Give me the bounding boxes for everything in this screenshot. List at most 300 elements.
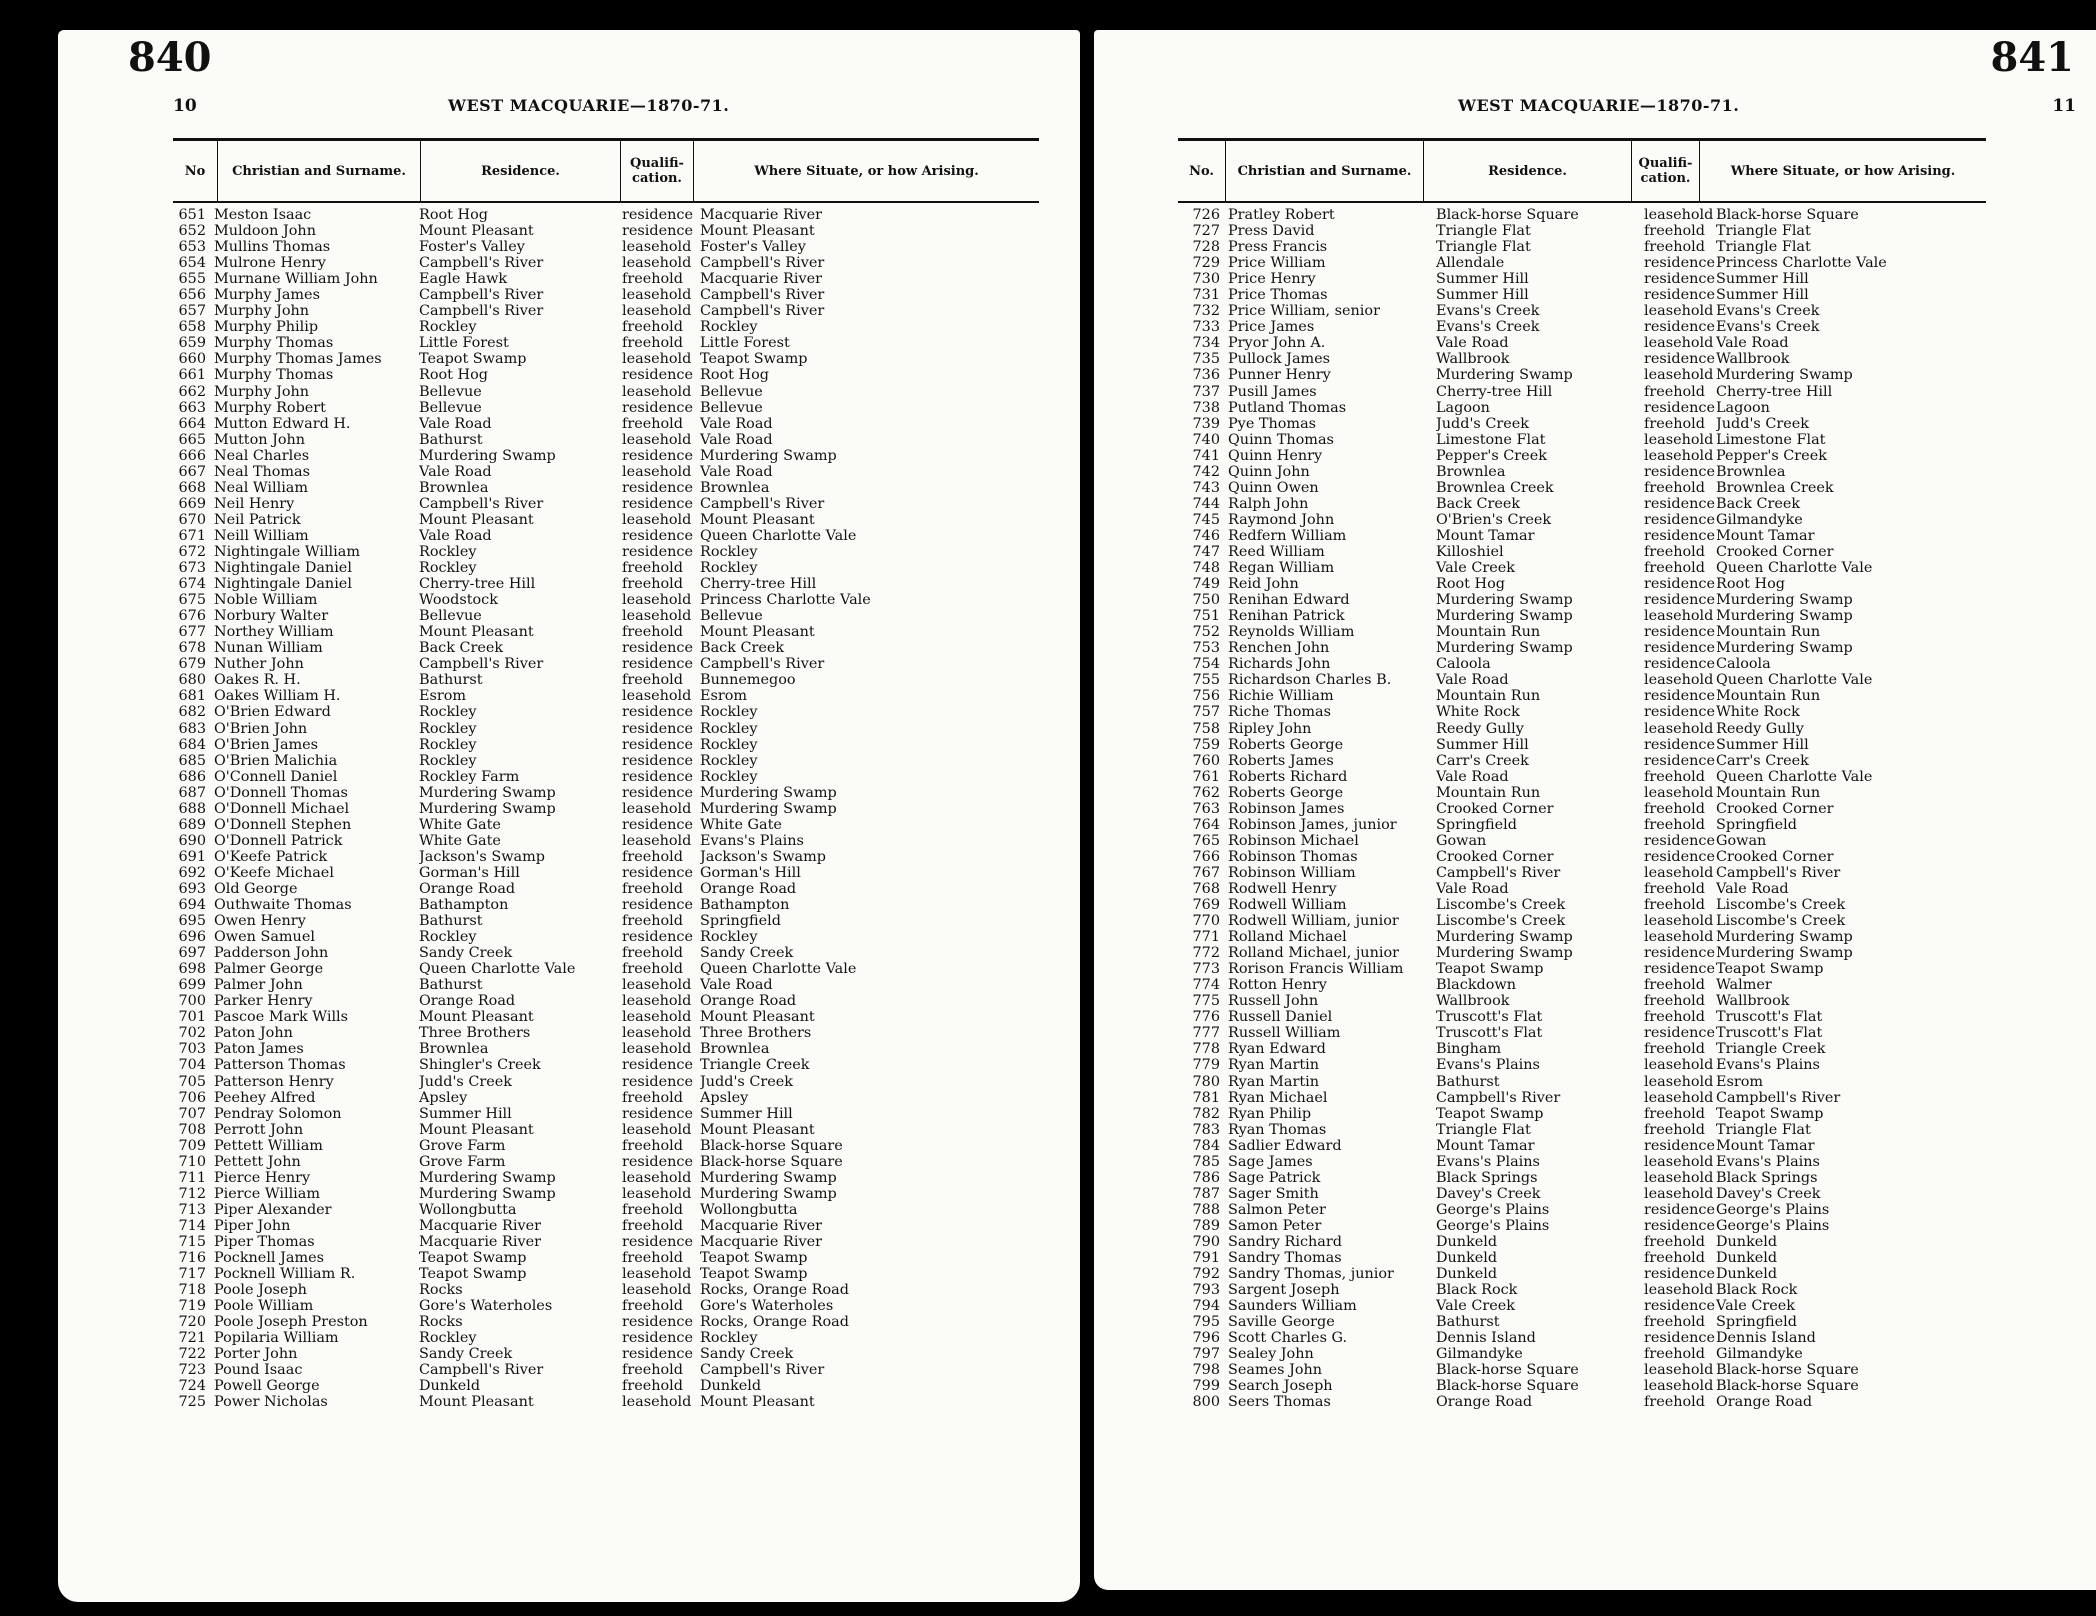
voter-name: Pocknell William R. bbox=[214, 1266, 356, 1283]
voter-where-situate: Murdering Swamp bbox=[1716, 608, 1853, 625]
voter-where-situate: Carr's Creek bbox=[1716, 752, 1809, 769]
voter-name: Nightingale Daniel bbox=[214, 560, 352, 577]
table-row bbox=[1178, 1362, 1966, 1378]
voter-qualification: freehold bbox=[1644, 800, 1705, 817]
voter-residence: Mountain Run bbox=[1436, 688, 1541, 705]
voter-qualification: leasehold bbox=[622, 1185, 692, 1202]
voter-residence: Carr's Creek bbox=[1436, 752, 1529, 769]
table-row bbox=[1178, 833, 1966, 849]
voter-number: 658 bbox=[178, 319, 206, 336]
voter-name: Saville George bbox=[1228, 1314, 1335, 1331]
table-row bbox=[1178, 1250, 1966, 1266]
table-row bbox=[168, 1202, 1000, 1218]
voter-number: 756 bbox=[1192, 688, 1220, 705]
voter-name: Russell Daniel bbox=[1228, 1009, 1333, 1026]
voter-qualification: leasehold bbox=[1644, 1362, 1714, 1379]
voter-where-situate: Rockley bbox=[700, 768, 758, 785]
voter-name: Pye Thomas bbox=[1228, 415, 1317, 432]
voter-number: 696 bbox=[178, 929, 206, 946]
voter-qualification: freehold bbox=[622, 1250, 683, 1267]
voter-residence: Triangle Flat bbox=[1436, 1121, 1531, 1138]
voter-where-situate: Rockley bbox=[700, 1330, 758, 1347]
voter-qualification: residence bbox=[622, 736, 693, 753]
voter-where-situate: Springfield bbox=[1716, 816, 1797, 833]
voter-qualification: leasehold bbox=[1644, 720, 1714, 737]
voter-where-situate: Judd's Creek bbox=[1716, 415, 1810, 432]
voter-name: Nuther John bbox=[214, 656, 304, 673]
voter-where-situate: Black Rock bbox=[1716, 1282, 1798, 1299]
voter-residence: Triangle Flat bbox=[1436, 239, 1531, 256]
voter-number: 797 bbox=[1192, 1346, 1220, 1363]
voter-where-situate: Teapot Swamp bbox=[700, 1266, 808, 1283]
voter-name: Pettett William bbox=[214, 1137, 323, 1154]
voter-number: 731 bbox=[1192, 287, 1220, 304]
table-row bbox=[168, 528, 1000, 544]
voter-number: 720 bbox=[178, 1314, 206, 1331]
voter-qualification: leasehold bbox=[1644, 608, 1714, 625]
voter-qualification: freehold bbox=[1644, 768, 1705, 785]
voter-where-situate: Evans's Plains bbox=[700, 832, 804, 849]
voter-name: Palmer John bbox=[214, 977, 303, 994]
voter-number: 722 bbox=[178, 1346, 206, 1363]
voter-qualification: freehold bbox=[622, 961, 683, 978]
voter-residence: Crooked Corner bbox=[1436, 848, 1554, 865]
voter-qualification: residence bbox=[1644, 961, 1715, 978]
voter-name: Russell William bbox=[1228, 1025, 1341, 1042]
voter-name: Quinn Thomas bbox=[1228, 431, 1334, 448]
table-row bbox=[168, 704, 1000, 720]
voter-name: Seames John bbox=[1228, 1362, 1323, 1379]
voter-name: Russell John bbox=[1228, 993, 1319, 1010]
voter-number: 702 bbox=[178, 1025, 206, 1042]
voter-qualification: leasehold bbox=[622, 239, 692, 256]
voter-residence: Campbell's River bbox=[1436, 1089, 1561, 1106]
voter-qualification: freehold bbox=[1644, 1314, 1705, 1331]
voter-name: Murnane William John bbox=[214, 271, 378, 288]
voter-where-situate: Reedy Gully bbox=[1716, 720, 1804, 737]
table-row bbox=[168, 448, 1000, 464]
voter-name: Pettett John bbox=[214, 1153, 301, 1170]
running-head: WEST MACQUARIE—1870-71. bbox=[448, 96, 730, 115]
voter-number: 654 bbox=[178, 255, 206, 272]
voter-residence: Macquarie River bbox=[419, 1217, 541, 1234]
voter-number: 676 bbox=[178, 608, 206, 625]
voter-number: 759 bbox=[1192, 736, 1220, 753]
voter-name: Murphy Thomas James bbox=[214, 351, 382, 368]
header-no: No. bbox=[1178, 141, 1226, 201]
voter-number: 771 bbox=[1192, 929, 1220, 946]
voter-residence: Summer Hill bbox=[1436, 287, 1529, 304]
voter-residence: Rockley bbox=[419, 720, 477, 737]
voter-number: 786 bbox=[1192, 1169, 1220, 1186]
voter-name: Pendray Solomon bbox=[214, 1105, 342, 1122]
table-row bbox=[168, 753, 1000, 769]
voter-where-situate: Sandy Creek bbox=[700, 1346, 794, 1363]
voter-name: Price William, senior bbox=[1228, 303, 1380, 320]
voter-qualification: freehold bbox=[1644, 1394, 1705, 1411]
voter-name: Quinn John bbox=[1228, 463, 1310, 480]
voter-where-situate: Teapot Swamp bbox=[700, 351, 808, 368]
voter-name: Price James bbox=[1228, 319, 1315, 336]
voter-name: Murphy Robert bbox=[214, 399, 326, 416]
voter-residence: Black Springs bbox=[1436, 1169, 1538, 1186]
voter-number: 674 bbox=[178, 576, 206, 593]
voter-residence: Gore's Waterholes bbox=[419, 1298, 553, 1315]
voter-residence: Teapot Swamp bbox=[419, 1266, 527, 1283]
voter-residence: Murdering Swamp bbox=[1436, 367, 1573, 384]
voter-qualification: residence bbox=[1644, 1137, 1715, 1154]
voter-number: 683 bbox=[178, 720, 206, 737]
column-header-row bbox=[173, 138, 1039, 203]
voter-qualification: freehold bbox=[1644, 977, 1705, 994]
voter-number: 766 bbox=[1192, 848, 1220, 865]
voter-number: 667 bbox=[178, 463, 206, 480]
voter-number: 718 bbox=[178, 1282, 206, 1299]
voter-number: 711 bbox=[178, 1169, 206, 1186]
voter-name: O'Donnell Thomas bbox=[214, 784, 348, 801]
voter-number: 747 bbox=[1192, 543, 1220, 560]
voter-number: 726 bbox=[1192, 207, 1220, 223]
voter-qualification: freehold bbox=[622, 1137, 683, 1154]
voter-name: Rolland Michael bbox=[1228, 929, 1347, 946]
voter-number: 725 bbox=[178, 1394, 206, 1411]
voter-qualification: freehold bbox=[1644, 239, 1705, 256]
voter-residence: Truscott's Flat bbox=[1436, 1025, 1543, 1042]
table-row bbox=[1178, 801, 1966, 817]
table-row bbox=[168, 255, 1000, 271]
voter-where-situate: Orange Road bbox=[1716, 1394, 1813, 1411]
voter-number: 716 bbox=[178, 1250, 206, 1267]
voter-qualification: residence bbox=[1644, 624, 1715, 641]
header-qualification: Qualifi-cation. bbox=[1632, 141, 1700, 201]
table-row bbox=[168, 287, 1000, 303]
voter-residence: Rockley bbox=[419, 1330, 477, 1347]
voter-where-situate: Vale Road bbox=[1716, 880, 1789, 897]
voter-qualification: residence bbox=[622, 864, 693, 881]
voter-where-situate: Summer Hill bbox=[1716, 736, 1809, 753]
voter-where-situate: Rockley bbox=[700, 736, 758, 753]
voter-where-situate: Macquarie River bbox=[700, 271, 822, 288]
voter-number: 710 bbox=[178, 1153, 206, 1170]
voter-name: O'Keefe Patrick bbox=[214, 848, 328, 865]
voter-qualification: freehold bbox=[1644, 1234, 1705, 1250]
voter-name: Outhwaite Thomas bbox=[214, 897, 352, 914]
voter-where-situate: Evans's Plains bbox=[1716, 1153, 1820, 1170]
voter-residence: Campbell's River bbox=[419, 303, 544, 320]
voter-number: 715 bbox=[178, 1234, 206, 1250]
table-row bbox=[1178, 400, 1966, 416]
voter-number: 768 bbox=[1192, 880, 1220, 897]
voter-qualification: residence bbox=[1644, 511, 1715, 528]
table-row bbox=[168, 1378, 1000, 1394]
voter-number: 727 bbox=[1192, 223, 1220, 240]
voter-name: Rodwell Henry bbox=[1228, 880, 1337, 897]
table-row bbox=[168, 1218, 1000, 1234]
voter-name: Peehey Alfred bbox=[214, 1089, 316, 1106]
voter-qualification: leasehold bbox=[1644, 1169, 1714, 1186]
table-row bbox=[168, 608, 1000, 624]
table-row bbox=[168, 1057, 1000, 1073]
voter-where-situate: Crooked Corner bbox=[1716, 543, 1834, 560]
voter-qualification: freehold bbox=[1644, 897, 1705, 914]
voter-number: 734 bbox=[1192, 335, 1220, 352]
table-row bbox=[168, 1394, 1000, 1410]
voter-name: Owen Samuel bbox=[214, 929, 315, 946]
voter-number: 713 bbox=[178, 1201, 206, 1218]
table-row bbox=[1178, 303, 1966, 319]
voter-residence: Bingham bbox=[1436, 1041, 1502, 1058]
voter-where-situate: Esrom bbox=[700, 688, 748, 705]
voter-qualification: residence bbox=[622, 1234, 693, 1250]
voter-number: 758 bbox=[1192, 720, 1220, 737]
voter-number: 794 bbox=[1192, 1298, 1220, 1315]
table-row bbox=[168, 1186, 1000, 1202]
voter-number: 660 bbox=[178, 351, 206, 368]
voter-where-situate: Vale Road bbox=[1716, 335, 1789, 352]
voter-name: Richie William bbox=[1228, 688, 1334, 705]
voter-qualification: residence bbox=[622, 784, 693, 801]
voter-residence: Campbell's River bbox=[419, 255, 544, 272]
voter-number: 706 bbox=[178, 1089, 206, 1106]
table-row bbox=[168, 560, 1000, 576]
voter-qualification: residence bbox=[622, 1073, 693, 1090]
voter-name: Ryan Martin bbox=[1228, 1073, 1319, 1090]
voter-residence: Murdering Swamp bbox=[419, 800, 556, 817]
voter-where-situate: Queen Charlotte Vale bbox=[1716, 560, 1873, 577]
voter-number: 689 bbox=[178, 816, 206, 833]
voter-qualification: freehold bbox=[622, 271, 683, 288]
voter-number: 735 bbox=[1192, 351, 1220, 368]
voter-where-situate: Sandy Creek bbox=[700, 945, 794, 962]
table-row bbox=[1178, 1266, 1966, 1282]
voter-where-situate: Campbell's River bbox=[700, 303, 825, 320]
table-row bbox=[1178, 576, 1966, 592]
voter-residence: Black-horse Square bbox=[1436, 207, 1579, 223]
voter-number: 663 bbox=[178, 399, 206, 416]
voter-where-situate: Macquarie River bbox=[700, 1234, 822, 1250]
table-row bbox=[168, 817, 1000, 833]
voter-where-situate: Murdering Swamp bbox=[700, 1169, 837, 1186]
voter-where-situate: Wollongbutta bbox=[700, 1201, 798, 1218]
folio-number: 10 bbox=[173, 96, 197, 116]
page-stamp-number: 840 bbox=[128, 34, 212, 81]
table-row bbox=[1178, 1057, 1966, 1073]
voter-residence: Little Forest bbox=[419, 335, 509, 352]
voter-qualification: residence bbox=[1644, 1330, 1715, 1347]
table-row bbox=[1178, 528, 1966, 544]
voter-number: 698 bbox=[178, 961, 206, 978]
table-row bbox=[1178, 1074, 1966, 1090]
voter-number: 695 bbox=[178, 913, 206, 930]
voter-where-situate: Murdering Swamp bbox=[700, 1185, 837, 1202]
voter-residence: Mount Pleasant bbox=[419, 223, 534, 240]
voter-where-situate: Cherry-tree Hill bbox=[700, 576, 817, 593]
voter-name: Riche Thomas bbox=[1228, 704, 1331, 721]
voter-residence: Campbell's River bbox=[419, 656, 544, 673]
voter-where-situate: Dunkeld bbox=[1716, 1234, 1778, 1250]
voter-number: 783 bbox=[1192, 1121, 1220, 1138]
voter-name: Power Nicholas bbox=[214, 1394, 328, 1411]
voter-residence: Bellevue bbox=[419, 608, 482, 625]
voter-number: 773 bbox=[1192, 961, 1220, 978]
table-row bbox=[168, 929, 1000, 945]
voter-where-situate: Campbell's River bbox=[700, 656, 825, 673]
voter-qualification: residence bbox=[622, 479, 693, 496]
table-row bbox=[168, 977, 1000, 993]
voter-number: 763 bbox=[1192, 800, 1220, 817]
voter-residence: Vale Road bbox=[1436, 335, 1509, 352]
voter-where-situate: Macquarie River bbox=[700, 1217, 822, 1234]
voter-list-left bbox=[168, 207, 1000, 1411]
voter-qualification: residence bbox=[1644, 255, 1715, 272]
voter-where-situate: Rockley bbox=[700, 319, 758, 336]
voter-number: 775 bbox=[1192, 993, 1220, 1010]
voter-qualification: freehold bbox=[1644, 1346, 1705, 1363]
voter-qualification: leasehold bbox=[622, 800, 692, 817]
table-row bbox=[1178, 945, 1966, 961]
voter-qualification: residence bbox=[622, 207, 693, 223]
voter-number: 664 bbox=[178, 415, 206, 432]
voter-name: Poole William bbox=[214, 1298, 314, 1315]
table-row bbox=[1178, 1041, 1966, 1057]
voter-where-situate: Brownlea bbox=[700, 479, 770, 496]
voter-where-situate: Rockley bbox=[700, 929, 758, 946]
table-row bbox=[1178, 769, 1966, 785]
table-row bbox=[168, 496, 1000, 512]
voter-where-situate: Murdering Swamp bbox=[1716, 640, 1853, 657]
voter-qualification: residence bbox=[622, 897, 693, 914]
voter-qualification: leasehold bbox=[622, 1121, 692, 1138]
voter-where-situate: Mount Pleasant bbox=[700, 511, 815, 528]
voter-where-situate: Vale Road bbox=[700, 463, 773, 480]
voter-qualification: leasehold bbox=[1644, 367, 1714, 384]
voter-qualification: residence bbox=[1644, 704, 1715, 721]
voter-residence: Apsley bbox=[419, 1089, 468, 1106]
voter-name: Price Thomas bbox=[1228, 287, 1328, 304]
voter-qualification: residence bbox=[1644, 1217, 1715, 1234]
voter-where-situate: Triangle Flat bbox=[1716, 1121, 1811, 1138]
voter-name: Pullock James bbox=[1228, 351, 1331, 368]
voter-where-situate: Wallbrook bbox=[1716, 993, 1790, 1010]
voter-qualification: freehold bbox=[622, 945, 683, 962]
voter-residence: Wallbrook bbox=[1436, 993, 1510, 1010]
table-row bbox=[1178, 512, 1966, 528]
voter-name: Pocknell James bbox=[214, 1250, 325, 1267]
voter-name: Poole Joseph bbox=[214, 1282, 307, 1299]
voter-number: 777 bbox=[1192, 1025, 1220, 1042]
voter-qualification: residence bbox=[1644, 832, 1715, 849]
voter-qualification: residence bbox=[622, 752, 693, 769]
voter-where-situate: Back Creek bbox=[1716, 495, 1801, 512]
voter-where-situate: Queen Charlotte Vale bbox=[1716, 672, 1873, 689]
voter-number: 692 bbox=[178, 864, 206, 881]
voter-residence: Orange Road bbox=[1436, 1394, 1533, 1411]
table-row bbox=[1178, 1122, 1966, 1138]
voter-qualification: residence bbox=[622, 1057, 693, 1074]
voter-where-situate: Triangle Creek bbox=[700, 1057, 810, 1074]
voter-residence: Bathurst bbox=[1436, 1073, 1500, 1090]
voter-number: 701 bbox=[178, 1009, 206, 1026]
voter-number: 745 bbox=[1192, 511, 1220, 528]
table-row bbox=[168, 1330, 1000, 1346]
voter-residence: Liscombe's Creek bbox=[1436, 897, 1566, 914]
voter-residence: Mountain Run bbox=[1436, 624, 1541, 641]
voter-number: 712 bbox=[178, 1185, 206, 1202]
voter-residence: Back Creek bbox=[1436, 495, 1521, 512]
voter-name: Murphy Thomas bbox=[214, 367, 334, 384]
voter-residence: Sandy Creek bbox=[419, 1346, 513, 1363]
voter-residence: Mount Pleasant bbox=[419, 511, 534, 528]
voter-qualification: leasehold bbox=[622, 1041, 692, 1058]
table-row bbox=[1178, 271, 1966, 287]
voter-number: 785 bbox=[1192, 1153, 1220, 1170]
voter-qualification: residence bbox=[1644, 1298, 1715, 1315]
voter-where-situate: Summer Hill bbox=[1716, 271, 1809, 288]
voter-where-situate: Summer Hill bbox=[1716, 287, 1809, 304]
voter-qualification: leasehold bbox=[622, 608, 692, 625]
voter-qualification: residence bbox=[622, 1346, 693, 1363]
voter-name: Sandry Thomas, junior bbox=[1228, 1266, 1394, 1283]
voter-qualification: freehold bbox=[622, 624, 683, 641]
table-row bbox=[168, 480, 1000, 496]
voter-where-situate: Walmer bbox=[1716, 977, 1772, 994]
table-row bbox=[168, 656, 1000, 672]
voter-qualification: residence bbox=[622, 720, 693, 737]
voter-residence: Vale Road bbox=[1436, 672, 1509, 689]
voter-name: Sargent Joseph bbox=[1228, 1282, 1340, 1299]
voter-residence: Black-horse Square bbox=[1436, 1378, 1579, 1395]
voter-name: Powell George bbox=[214, 1378, 320, 1395]
voter-residence: Back Creek bbox=[419, 640, 504, 657]
voter-name: Reid John bbox=[1228, 576, 1299, 593]
voter-residence: Bathampton bbox=[419, 897, 509, 914]
voter-residence: Rockley Farm bbox=[419, 768, 520, 785]
table-row bbox=[1178, 592, 1966, 608]
voter-name: Paton James bbox=[214, 1041, 304, 1058]
table-row bbox=[1178, 624, 1966, 640]
left-page bbox=[58, 30, 1080, 1602]
voter-where-situate: Mountain Run bbox=[1716, 624, 1821, 641]
table-row bbox=[168, 1314, 1000, 1330]
voter-name: Neal Charles bbox=[214, 447, 310, 464]
voter-residence: Vale Road bbox=[1436, 768, 1509, 785]
voter-qualification: leasehold bbox=[622, 303, 692, 320]
voter-residence: Blackdown bbox=[1436, 977, 1516, 994]
table-row bbox=[168, 769, 1000, 785]
voter-where-situate: White Gate bbox=[700, 816, 782, 833]
voter-qualification: leasehold bbox=[1644, 1057, 1714, 1074]
voter-residence: Teapot Swamp bbox=[1436, 961, 1544, 978]
voter-name: Regan William bbox=[1228, 560, 1335, 577]
voter-where-situate: Cherry-tree Hill bbox=[1716, 383, 1833, 400]
voter-where-situate: Orange Road bbox=[700, 880, 797, 897]
column-header-row bbox=[1178, 138, 1986, 203]
voter-qualification: freehold bbox=[622, 319, 683, 336]
voter-name: Owen Henry bbox=[214, 913, 306, 930]
voter-name: Pierce William bbox=[214, 1185, 321, 1202]
voter-residence: Vale Road bbox=[419, 527, 492, 544]
voter-where-situate: Campbell's River bbox=[700, 255, 825, 272]
table-row bbox=[168, 432, 1000, 448]
voter-where-situate: Judd's Creek bbox=[700, 1073, 794, 1090]
voter-name: Norbury Walter bbox=[214, 608, 329, 625]
folio-number: 11 bbox=[2052, 96, 2076, 116]
voter-number: 798 bbox=[1192, 1362, 1220, 1379]
voter-residence: Liscombe's Creek bbox=[1436, 913, 1566, 930]
voter-name: Piper Alexander bbox=[214, 1201, 332, 1218]
table-row bbox=[168, 1122, 1000, 1138]
voter-residence: Truscott's Flat bbox=[1436, 1009, 1543, 1026]
